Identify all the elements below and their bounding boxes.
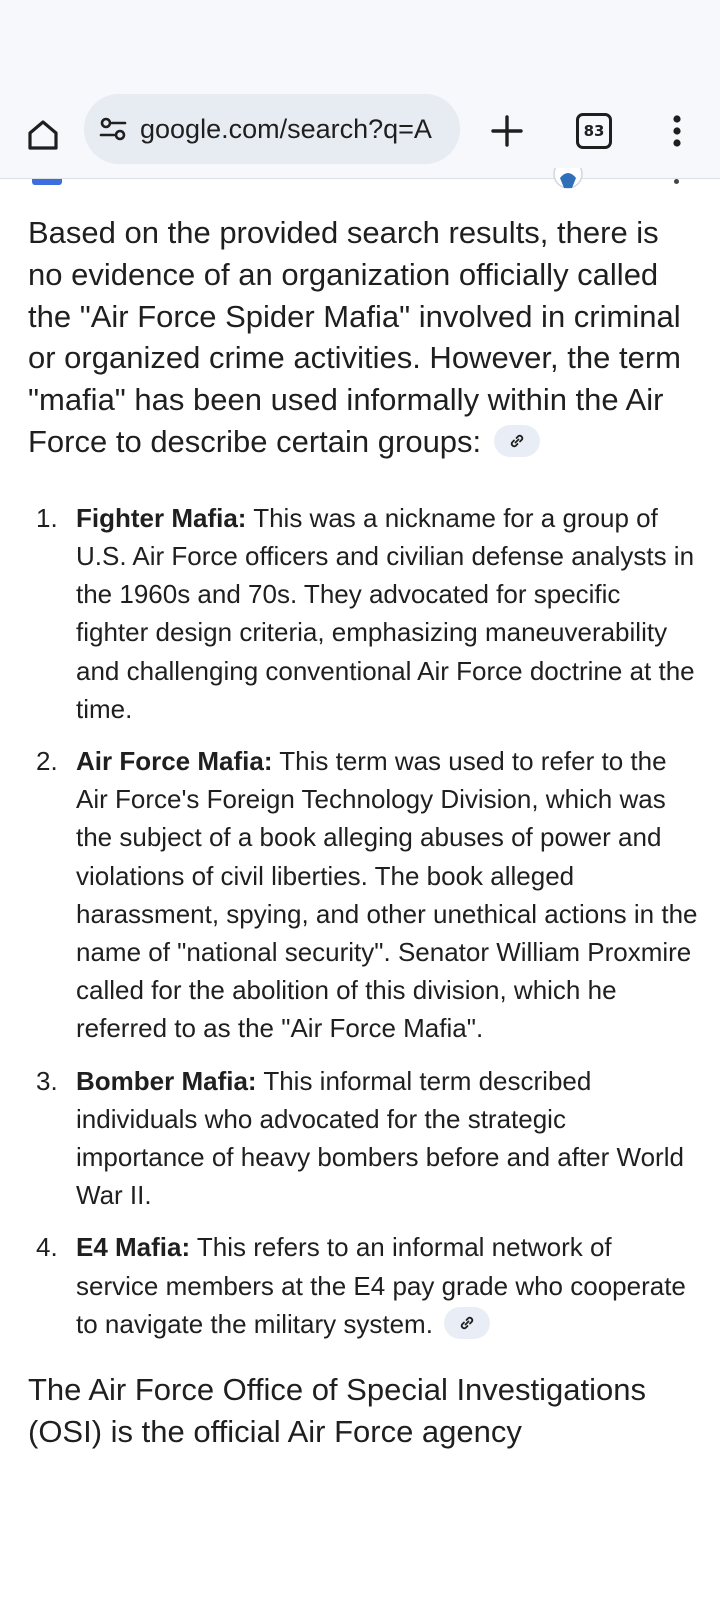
tab-count: 83 xyxy=(576,113,612,149)
ai-answer xyxy=(28,212,698,1453)
scrolled-header-fragment xyxy=(32,179,62,185)
list-number: 2. xyxy=(36,746,58,776)
list-term: Fighter Mafia: xyxy=(76,502,247,533)
answer-intro-text: Based on the provided search results, there is no evidence of an organization officially called the "Air Force Spider Mafia" involved in criminal or organized crime activities. However, the term "mafia" has been used informally within the Air Force to describe certain groups: xyxy=(28,215,681,459)
answer-intro xyxy=(28,212,698,463)
list-text: This refers to an informal network of service members at the E4 pay grade who cooperate to navigate the military system. xyxy=(76,1232,686,1339)
tune-icon xyxy=(98,114,128,144)
site-info-button[interactable] xyxy=(98,114,128,144)
list-text: This informal term described individuals who advocated for the strategic importance of heavy bombers before and after World War II. xyxy=(76,1065,684,1211)
avatar xyxy=(540,168,596,190)
status-bar-area xyxy=(0,0,720,92)
list-number: 4. xyxy=(36,1232,58,1263)
list-term: Bomber Mafia: xyxy=(76,1065,257,1096)
list-term: E4 Mafia: xyxy=(76,1232,191,1263)
list-term: Air Force Mafia: xyxy=(76,746,273,776)
browser-toolbar xyxy=(0,92,720,179)
list-item xyxy=(28,1228,698,1343)
list-number: 3. xyxy=(36,1065,58,1096)
link-icon xyxy=(508,432,526,450)
link-icon xyxy=(458,1314,476,1332)
home-button[interactable] xyxy=(18,110,68,160)
list-item xyxy=(28,1062,698,1215)
new-tab-button[interactable] xyxy=(482,106,532,156)
tab-switcher-button[interactable] xyxy=(572,109,616,153)
citation-link-button[interactable] xyxy=(494,425,540,457)
home-icon xyxy=(25,117,61,153)
address-bar[interactable] xyxy=(84,94,460,164)
list-item xyxy=(28,742,698,1048)
overflow-dot xyxy=(674,179,679,184)
list-number: 1. xyxy=(36,502,58,533)
url-text[interactable]: google.com/search?q=A xyxy=(140,113,432,144)
list-item xyxy=(28,499,698,728)
menu-button[interactable] xyxy=(660,106,694,156)
plus-icon xyxy=(490,114,524,148)
mafia-list xyxy=(28,499,698,1343)
list-text: This term was used to refer to the Air Force's Foreign Technology Division, which was the subject of a book alleging abuses of power and violations of civil liberties. The book alleged harassment, spying, and other unethical actions in the name of "national security". Senator William Proxmire called for the abolition of this division, which he referred to as the "Air Force Mafia". xyxy=(76,746,698,1044)
answer-outro: The Air Force Office of Special Investigations (OSI) is the official Air Force agency xyxy=(28,1372,647,1449)
list-text: This was a nickname for a group of U.S. Air Force officers and civilian defense analysts in the 1960s and 70s. They advocated for specific fighter design criteria, emphasizing maneuverability and challenging conventional Air Force doctrine at the time. xyxy=(76,502,695,724)
citation-link-button[interactable] xyxy=(444,1307,490,1339)
more-vert-icon xyxy=(672,114,682,148)
